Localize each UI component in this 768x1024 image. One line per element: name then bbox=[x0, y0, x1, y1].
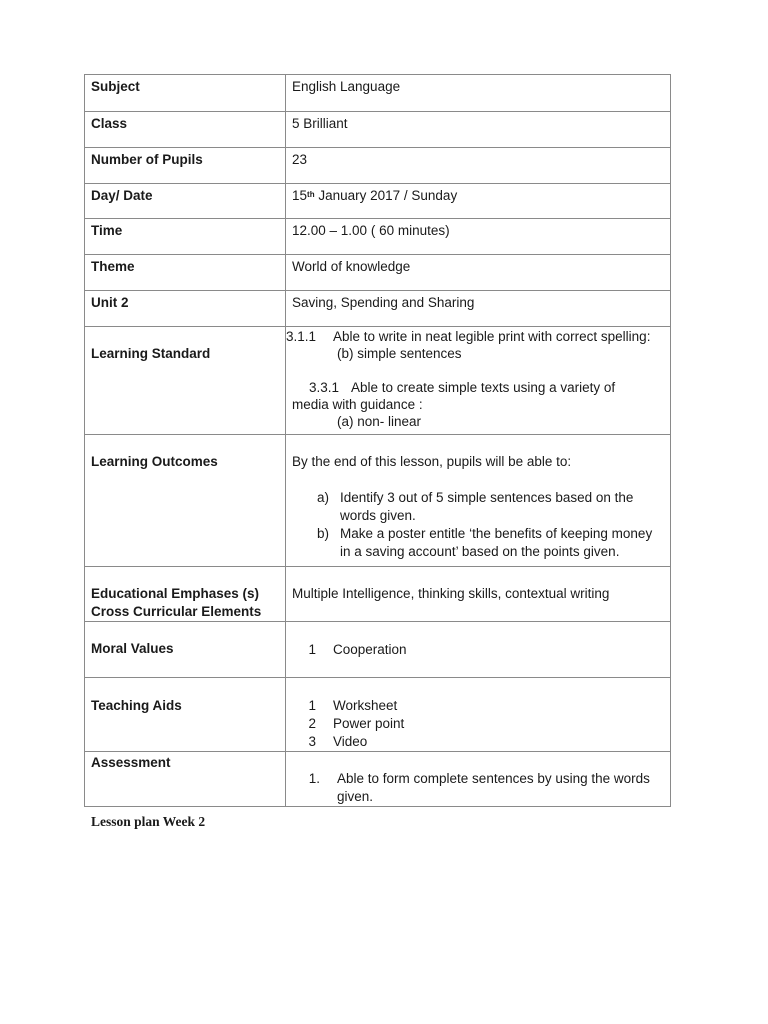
label-moral-values: Moral Values bbox=[91, 641, 174, 656]
value-time: 12.00 – 1.00 ( 60 minutes) bbox=[292, 223, 450, 238]
standard-2-number: 3.3.1 bbox=[309, 380, 340, 395]
row-teaching-aids bbox=[85, 678, 671, 752]
row-learning-outcomes bbox=[85, 435, 671, 567]
value-class: 5 Brilliant bbox=[292, 116, 348, 131]
outcomes-intro: By the end of this lesson, pupils will be able to: bbox=[292, 454, 572, 469]
date-ordinal: th bbox=[307, 190, 315, 199]
value-pupils: 23 bbox=[292, 152, 308, 167]
label-pupils: Number of Pupils bbox=[91, 152, 203, 167]
label-class: Class bbox=[91, 116, 128, 131]
page-caption: Lesson plan Week 2 bbox=[91, 814, 206, 829]
row-learning-standard bbox=[85, 327, 671, 435]
row-educational-emphases bbox=[85, 567, 671, 622]
label-teaching-aids: Teaching Aids bbox=[91, 698, 182, 713]
label-emphases-line1: Educational Emphases (s) bbox=[91, 586, 260, 601]
assessment-list bbox=[286, 770, 670, 806]
standard-2 bbox=[286, 379, 670, 396]
row-theme bbox=[85, 255, 671, 291]
row-assessment bbox=[85, 752, 671, 807]
label-emphases bbox=[85, 567, 285, 621]
value-date bbox=[286, 184, 670, 205]
standard-2-sub: (a) non- linear bbox=[337, 414, 422, 429]
moral-values-list bbox=[286, 641, 670, 659]
label-date: Day/ Date bbox=[91, 188, 153, 203]
list-item: 1. Able to form complete sentences by using the words given. bbox=[308, 771, 650, 804]
value-theme: World of knowledge bbox=[292, 259, 411, 274]
list-item: 3 Video bbox=[308, 734, 368, 749]
standard-2-continued: media with guidance : bbox=[292, 397, 423, 412]
list-item: a) Identify 3 out of 5 simple sentences based on the words given. bbox=[316, 490, 634, 523]
label-emphases-line2: Cross Curricular Elements bbox=[91, 604, 262, 619]
row-time bbox=[85, 219, 671, 255]
label-learning-standard: Learning Standard bbox=[91, 346, 211, 361]
row-moral-values bbox=[85, 622, 671, 678]
row-pupils bbox=[85, 148, 671, 184]
list-item: 2 Power point bbox=[308, 716, 405, 731]
standard-1 bbox=[286, 328, 670, 345]
row-unit bbox=[85, 291, 671, 327]
row-date bbox=[85, 184, 671, 219]
label-learning-outcomes: Learning Outcomes bbox=[91, 454, 218, 469]
teaching-aids-list bbox=[286, 697, 670, 751]
list-item: 1 Cooperation bbox=[308, 642, 407, 657]
standard-1-sub: (b) simple sentences bbox=[337, 346, 462, 361]
value-emphases: Multiple Intelligence, thinking skills, contextual writing bbox=[292, 586, 610, 601]
row-class bbox=[85, 112, 671, 148]
list-item: b) Make a poster entitle ‘the benefits of keeping money in a saving account’ based on the points given. bbox=[316, 526, 653, 559]
value-unit: Saving, Spending and Sharing bbox=[292, 295, 475, 310]
label-assessment: Assessment bbox=[91, 755, 171, 770]
standard-2-text: Able to create simple texts using a variety of bbox=[351, 380, 616, 395]
label-unit: Unit 2 bbox=[91, 295, 129, 310]
label-time: Time bbox=[91, 223, 123, 238]
date-day: 15 bbox=[292, 188, 308, 203]
date-rest: January 2017 / Sunday bbox=[314, 188, 458, 203]
label-subject: Subject bbox=[91, 79, 140, 94]
list-item: 1 Worksheet bbox=[308, 698, 398, 713]
lesson-plan-table bbox=[84, 74, 671, 807]
label-theme: Theme bbox=[91, 259, 135, 274]
standard-1-text: Able to write in neat legible print with correct spelling: bbox=[333, 329, 651, 344]
value-subject: English Language bbox=[292, 79, 401, 94]
outcomes-list bbox=[286, 489, 670, 561]
standard-1-number: 3.1.1 bbox=[286, 329, 317, 344]
row-subject bbox=[85, 75, 671, 112]
